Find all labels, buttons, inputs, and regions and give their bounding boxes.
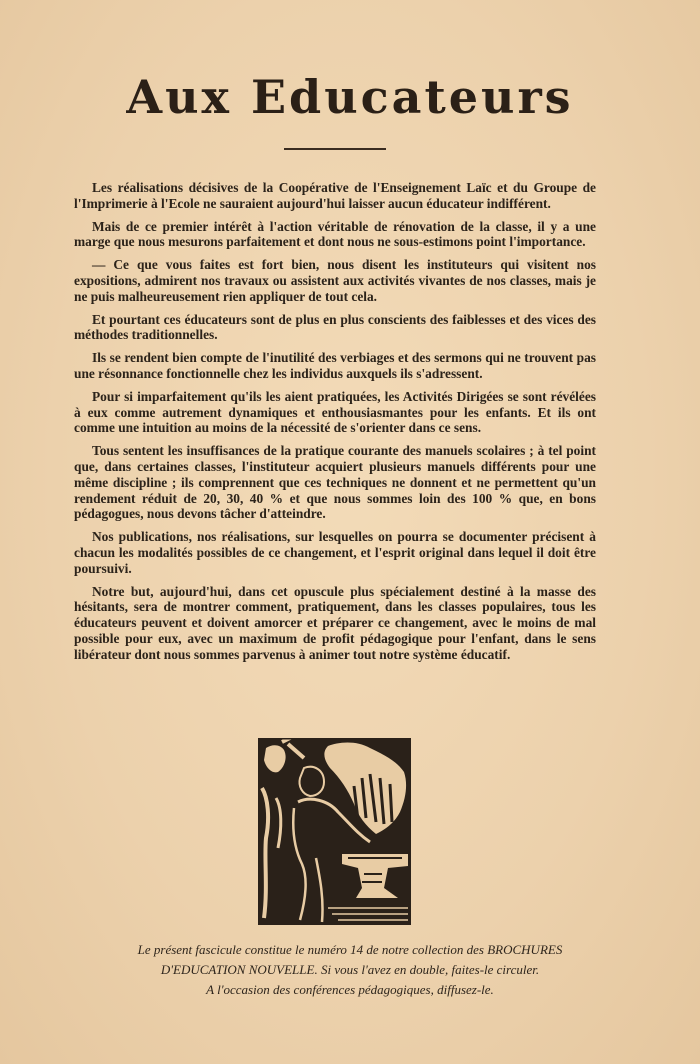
footer-note (40, 940, 660, 1000)
paragraph: Ils se rendent bien compte de l'inutilité des verbiages et des sermons qui ne trouvent pas une résonnance fonctionnelle chez les individus auxquels ils s'adressent. (74, 350, 596, 381)
paragraph: Nos publications, nos réalisations, sur lesquelles on pourra se documenter précisent à chacun les modalités possibles de ce changement, et l'esprit original dans lequel il doit être poursuivi. (74, 529, 596, 576)
title-divider (284, 148, 386, 150)
paragraph: Notre but, aujourd'hui, dans cet opuscule plus spécialement destiné à la masse des hésitants, sera de montrer comment, pratiquement, dans les classes populaires, tous les éducateurs peuvent et doivent amorcer et préparer ce changement, avec le moins de mal possible pour eux, avec un maximum de profit pédagogique pour l'enfant, dans le sens libérateur dont nous sommes parvenus à animer tout notre système éducatif. (74, 583, 596, 662)
body-text (74, 180, 596, 670)
page-title: Aux Educateurs (126, 70, 574, 124)
blacksmith-woodcut-icon (258, 738, 411, 925)
paragraph: — Ce que vous faites est fort bien, nous disent les instituteurs qui visitent nos expositions, admirent nos travaux ou assistent aux activités vivantes de nos classes, mais je ne puis malheureusement rien appliquer de tout cela. (74, 257, 596, 304)
footer-line: D'EDUCATION NOUVELLE. Si vous l'avez en double, faites-le circuler. (160, 962, 540, 977)
paragraph: Tous sentent les insuffisances de la pratique courante des manuels scolaires ; à tel point que, dans certaines classes, l'instituteur acquiert plusieurs manuels différents pour une même discipline ; ils comprennent que ces techniques ne donnent et ne permettent qu'un rendement réduit de 20, 30, 40 % et que nous sommes loin des 100 % que, en bons pédagogues, nous devons tâcher d'atteindre. (74, 443, 596, 522)
footer-line: Le présent fascicule constitue le numéro 14 de notre collection des BROCHURES (137, 942, 563, 957)
paragraph: Pour si imparfaitement qu'ils les aient pratiquées, les Activités Dirigées se sont révélées à eux comme autrement dynamiques et enthousiasmantes pour les enfants. Et ils ont comme une intuition au moins de la nécessité de s'orienter dans ce sens. (74, 388, 596, 436)
footer-line: A l'occasion des conférences pédagogiques, diffusez-le. (206, 982, 494, 997)
paragraph: Mais de ce premier intérêt à l'action véritable de rénovation de la classe, il y a une marge que nous mesurons parfaitement et dont nous ne sous-estimons point l'importance. (74, 218, 596, 250)
paragraph: Les réalisations décisives de la Coopérative de l'Enseignement Laïc et du Groupe de l'Imprimerie à l'Ecole ne sauraient aujourd'hui laisser aucun éducateur indifférent. (74, 180, 596, 211)
paragraph: Et pourtant ces éducateurs sont de plus en plus conscients des faiblesses et des vices des méthodes traditionnelles. (74, 311, 596, 343)
